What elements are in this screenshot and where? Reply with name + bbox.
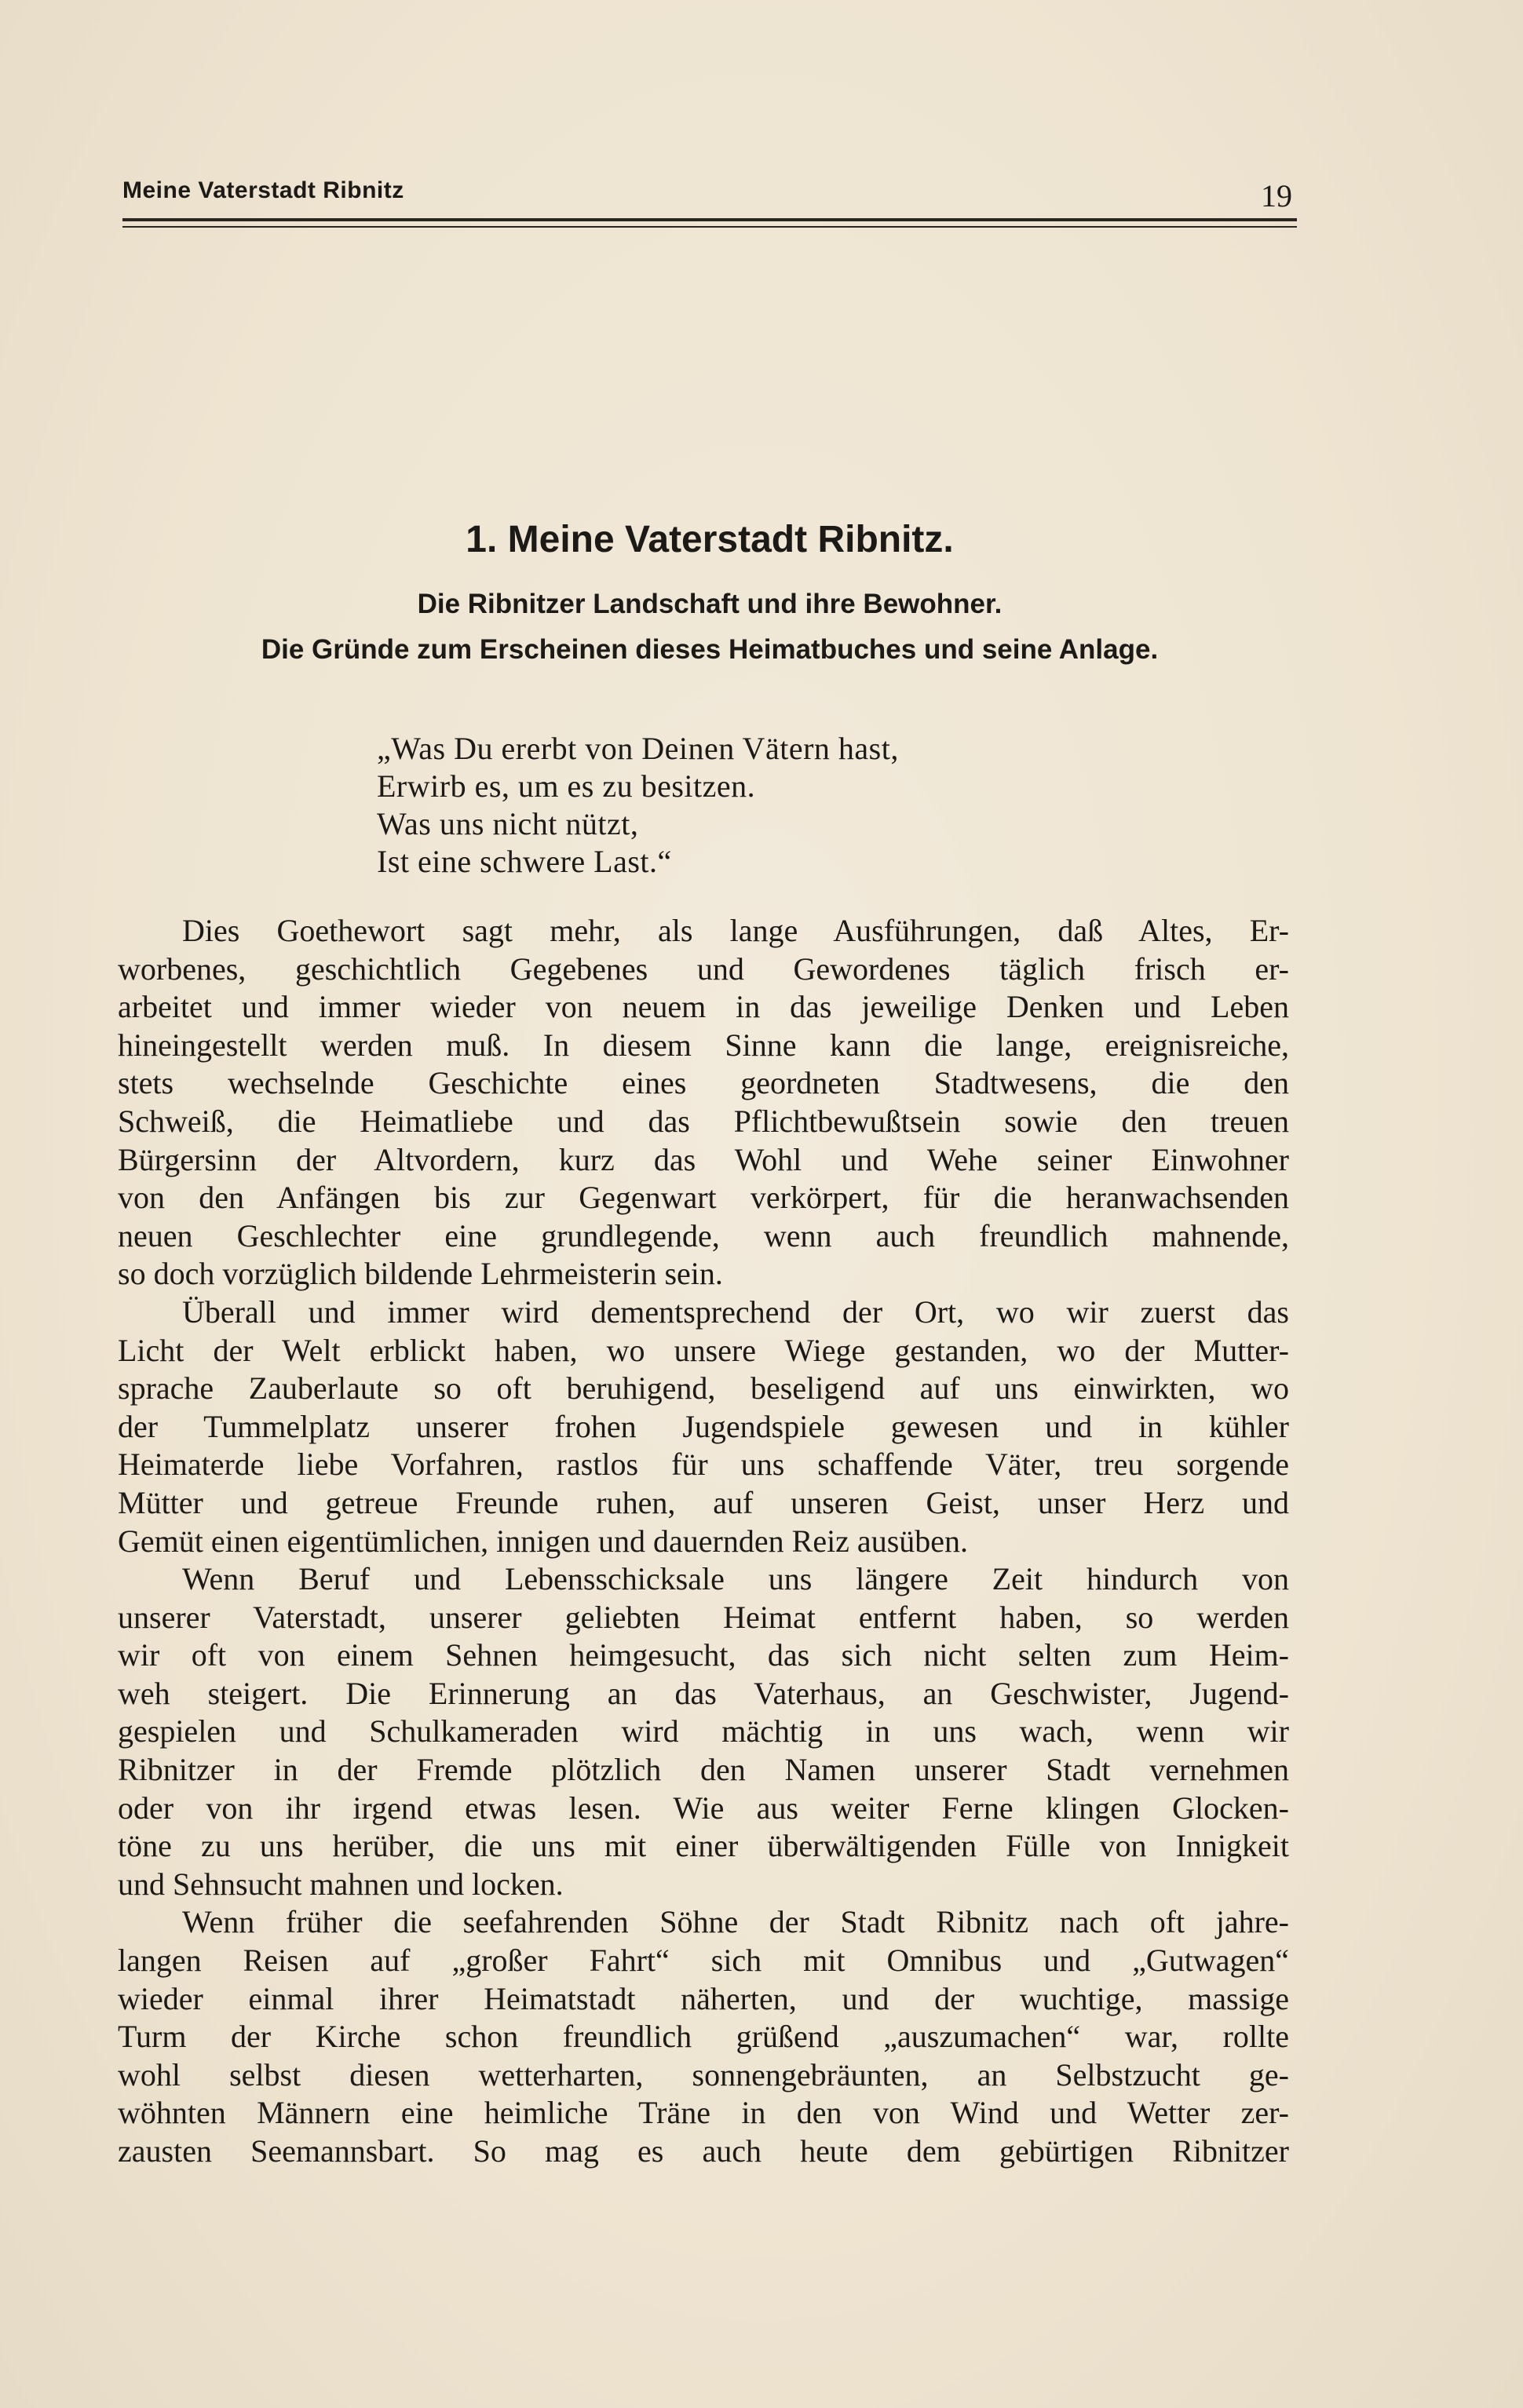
quote-line: Was uns nicht nützt, <box>377 806 639 841</box>
paragraph-1 <box>118 912 1289 1293</box>
text-line: zausten Seemannsbart. So mag es auch heute dem gebürtigen Ribnitzer <box>118 2133 1289 2169</box>
text-line: von den Anfängen bis zur Gegenwart verkörpert, für die heranwachsenden <box>118 1180 1289 1216</box>
goethe-quote <box>377 730 1162 881</box>
body-text <box>118 912 1289 2171</box>
text-line: Turm der Kirche schon freundlich grüßend „auszumachen“ war, rollte <box>118 2019 1289 2055</box>
text-line: Gemüt einen eigentümlichen, innigen und dauernden Reiz ausüben. <box>118 1523 969 1559</box>
text-line: Schweiß, die Heimatliebe und das Pflichtbewußtsein sowie den treuen <box>118 1103 1289 1139</box>
text-line: Dies Goethewort sagt mehr, als lange Ausführungen, daß Altes, Er- <box>182 913 1289 948</box>
text-line: der Tummelplatz unserer frohen Jugendspiele gewesen und in kühler <box>118 1408 1289 1444</box>
text-line: Wenn Beruf und Lebensschicksale uns längere Zeit hindurch von <box>182 1561 1289 1597</box>
chapter-heading: 1. Meine Vaterstadt Ribnitz. <box>466 519 954 560</box>
chapter-subtitle-1: Die Ribnitzer Landschaft und ihre Bewohner. <box>417 589 1003 619</box>
text-line: gespielen und Schulkameraden wird mächtig in uns wach, wenn wir <box>118 1713 1289 1749</box>
text-line: Licht der Welt erblickt haben, wo unsere Wiege gestanden, wo der Mutter- <box>118 1332 1289 1368</box>
text-line: sprache Zauberlaute so oft beruhigend, beseligend auf uns einwirkten, wo <box>118 1370 1289 1406</box>
text-line: hineingestellt werden muß. In diesem Sinne kann die lange, ereignisreiche, <box>118 1027 1289 1063</box>
text-line: Heimaterde liebe Vorfahren, rastlos für uns schaffende Väter, treu sorgende <box>118 1447 1289 1483</box>
text-line: weh steigert. Die Erinnerung an das Vaterhaus, an Geschwister, Jugend- <box>118 1675 1289 1711</box>
text-line: langen Reisen auf „großer Fahrt“ sich mit Omnibus und „Gutwagen“ <box>118 1943 1289 1979</box>
text-line: Wenn früher die seefahrenden Söhne der Stadt Ribnitz nach oft jahre- <box>182 1904 1289 1940</box>
text-line: unserer Vaterstadt, unserer geliebten Heimat entfernt haben, so werden <box>118 1599 1289 1635</box>
text-line: so doch vorzüglich bildende Lehrmeisterin sein. <box>118 1256 723 1292</box>
text-line: neuen Geschlechter eine grundlegende, wenn auch freundlich mahnende, <box>118 1217 1289 1253</box>
text-line: Überall und immer wird dementsprechend der Ort, wo wir zuerst das <box>182 1293 1289 1330</box>
page-number: 19 <box>1261 178 1292 213</box>
paragraph-3 <box>118 1560 1289 1903</box>
quote-line: „Was Du ererbt von Deinen Vätern hast, <box>377 731 899 766</box>
paragraph-4 <box>118 1903 1289 2170</box>
paragraph-2 <box>118 1293 1289 1560</box>
quote-line: Erwirb es, um es zu besitzen. <box>377 768 756 804</box>
text-line: arbeitet und immer wieder von neuem in das jeweilige Denken und Leben <box>118 989 1289 1025</box>
text-line: worbenes, geschichtlich Gegebenes und Gewordenes täglich frisch er- <box>118 950 1289 987</box>
header-rule-thin <box>122 226 1297 228</box>
text-line: wir oft von einem Sehnen heimgesucht, das sich nicht selten zum Heim- <box>118 1637 1289 1673</box>
header-rule-thick <box>122 218 1297 221</box>
running-head <box>122 174 1297 221</box>
text-line: oder von ihr irgend etwas lesen. Wie aus weiter Ferne klingen Glocken- <box>118 1790 1289 1826</box>
text-line: wieder einmal ihrer Heimatstadt näherten, und der wuchtige, massige <box>118 1980 1289 2016</box>
text-line: und Sehnsucht mahnen und locken. <box>118 1866 564 1902</box>
text-line: töne zu uns herüber, die uns mit einer überwältigenden Fülle von Innigkeit <box>118 1828 1289 1864</box>
text-line: Ribnitzer in der Fremde plötzlich den Namen unserer Stadt vernehmen <box>118 1752 1289 1788</box>
quote-line: Ist eine schwere Last.“ <box>377 844 672 879</box>
text-line: wohl selbst diesen wetterharten, sonnengebräunten, an Selbstzucht ge- <box>118 2056 1289 2092</box>
text-line: stets wechselnde Geschichte eines geordneten Stadtwesens, die den <box>118 1065 1289 1101</box>
text-line: wöhnten Männern eine heimliche Träne in den von Wind und Wetter zer- <box>118 2095 1289 2131</box>
chapter-subtitle-2: Die Gründe zum Erscheinen dieses Heimatbuches und seine Anlage. <box>261 634 1159 665</box>
running-head-title: Meine Vaterstadt Ribnitz <box>122 177 404 203</box>
text-line: Mütter und getreue Freunde ruhen, auf unseren Geist, unser Herz und <box>118 1484 1289 1520</box>
text-line: Bürgersinn der Altvordern, kurz das Wohl und Wehe seiner Einwohner <box>118 1141 1289 1177</box>
